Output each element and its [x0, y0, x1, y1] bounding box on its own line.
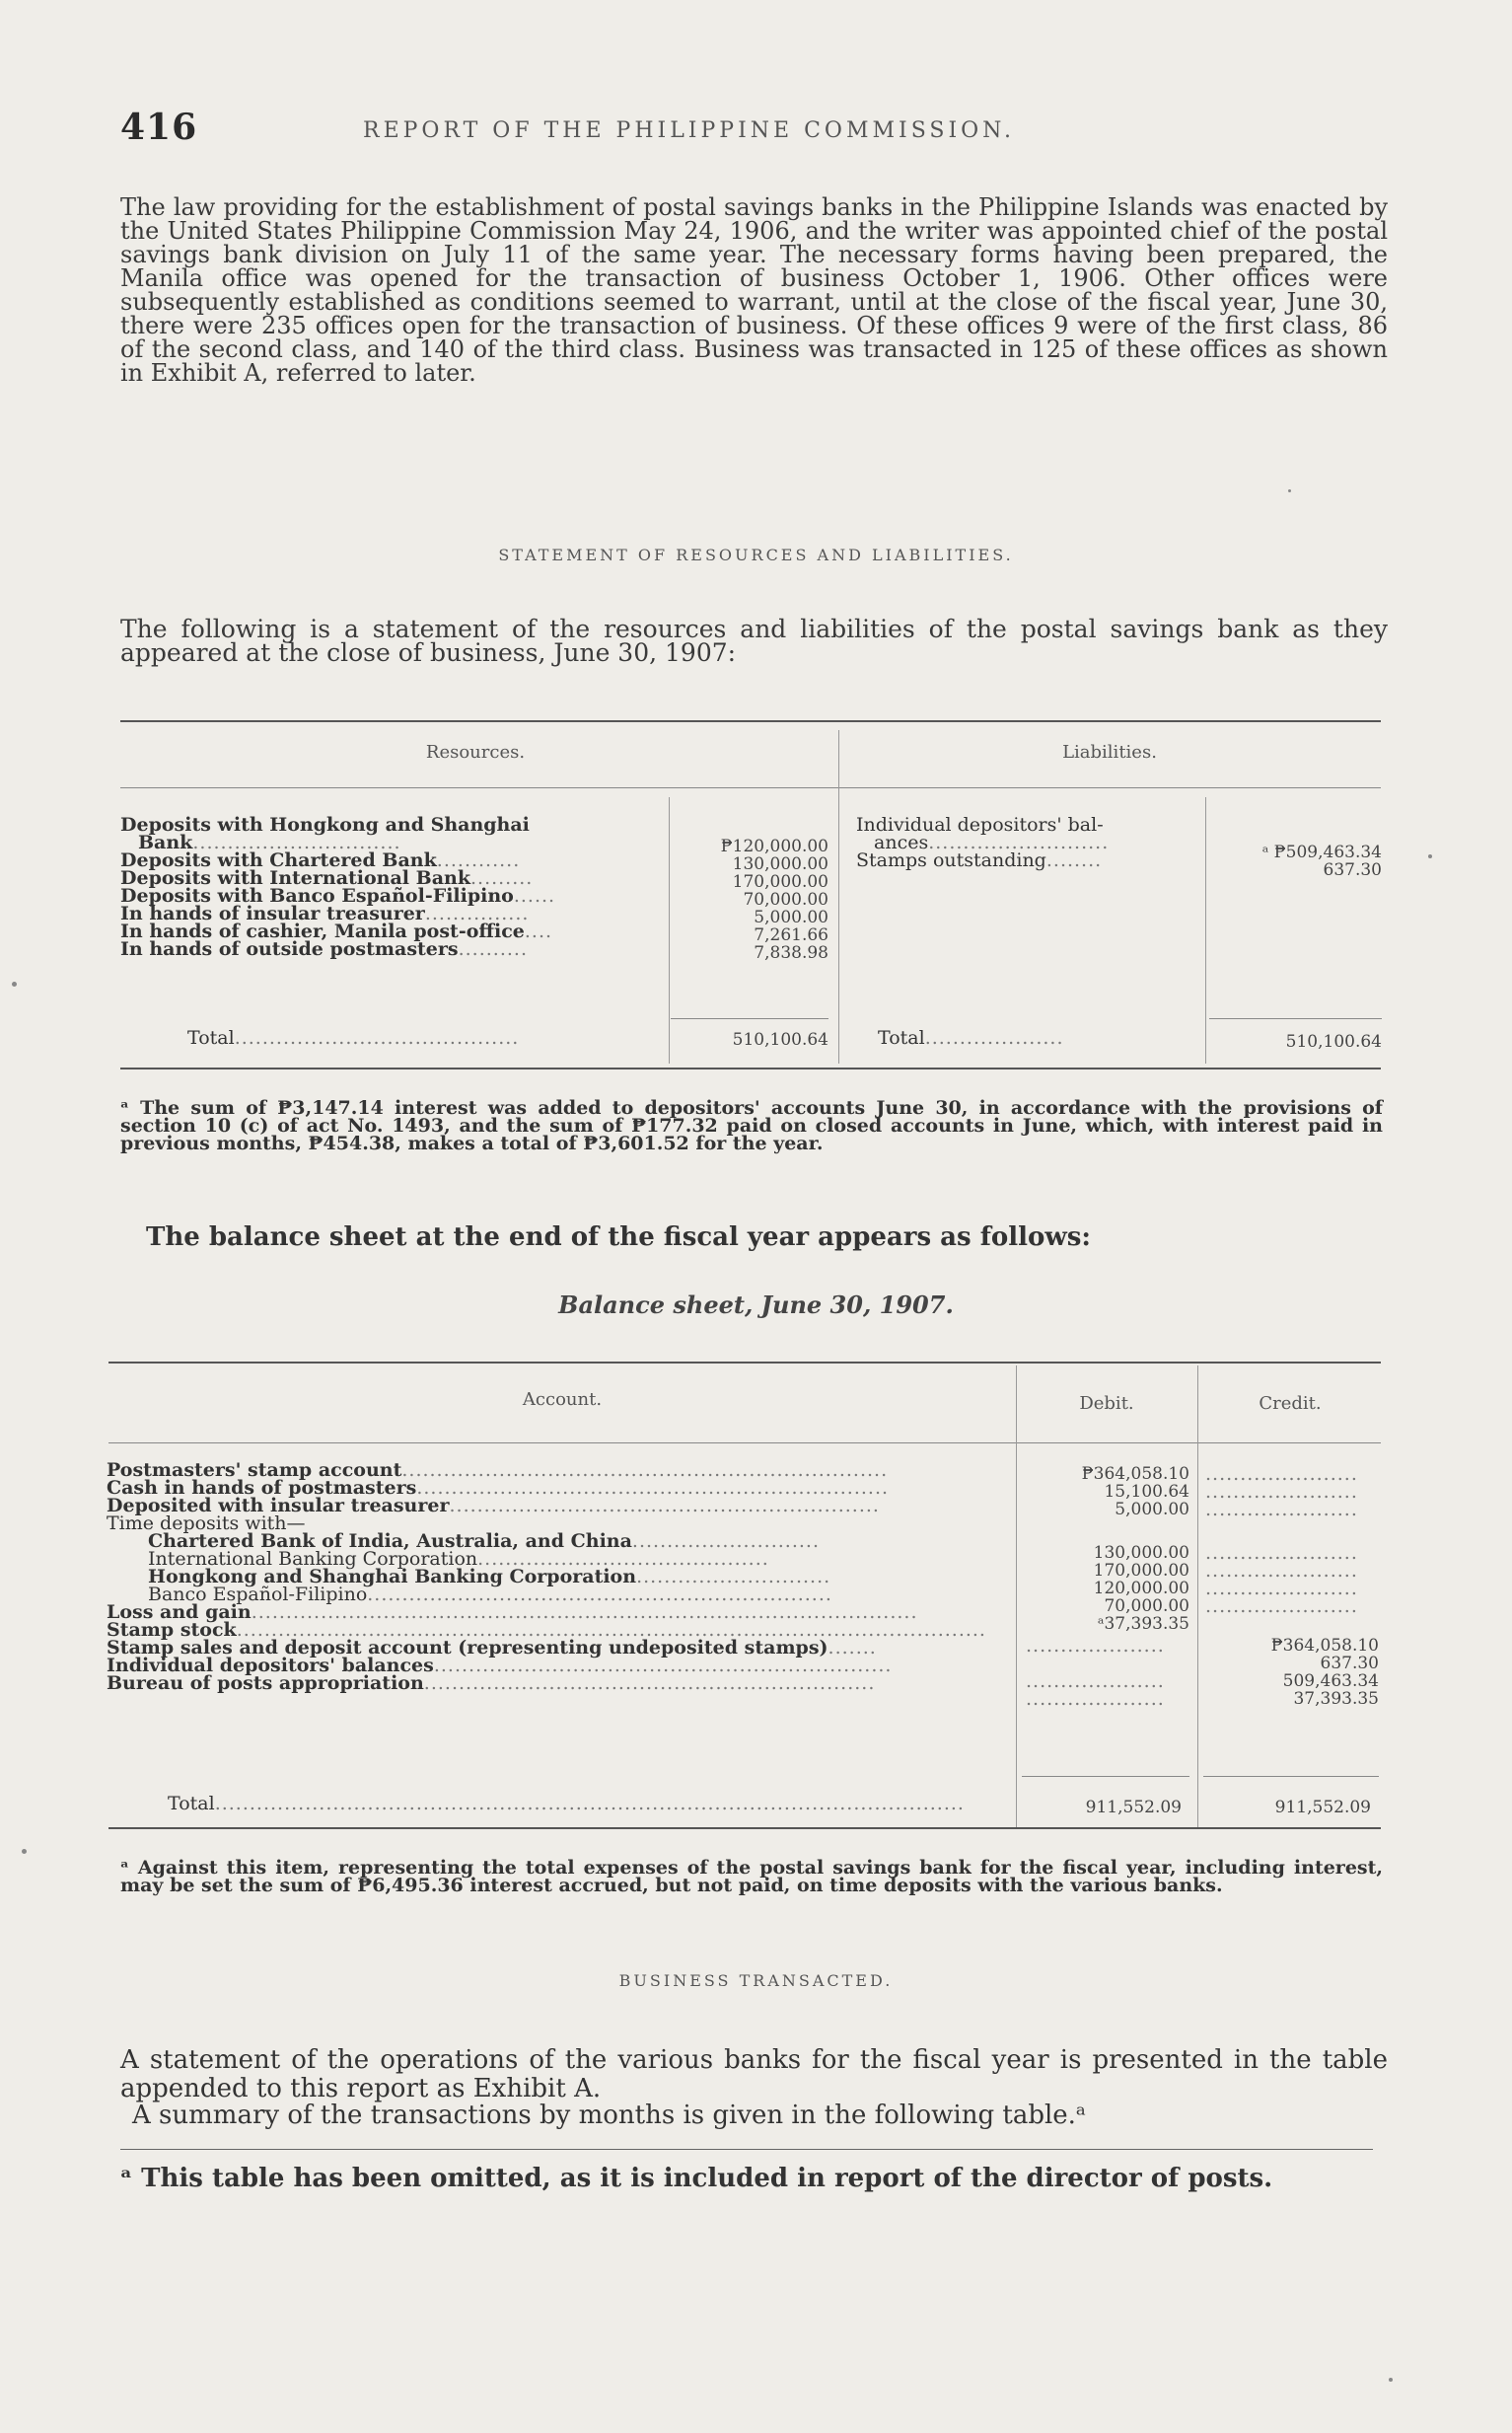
business-para-2: A summary of the transactions by months is given in the following table.ᵃ — [132, 2101, 1086, 2130]
resource-amount: 70,000.00 — [743, 890, 828, 910]
liabilities-total: 510,100.64 — [1285, 1032, 1382, 1052]
statement-heading: STATEMENT OF RESOURCES AND LIABILITIES. — [498, 546, 1014, 564]
credit-dots: ...................... — [1205, 1560, 1358, 1582]
balance-footnote: ᵃ Against this item, representing the total expenses of the postal savings bank for the fiscal year, including interest, may be set the sum of ₱6,495.36 interest accrued, but not paid, on time deposits with the various banks. — [120, 1857, 1383, 1896]
resource-amount: 170,000.00 — [732, 872, 828, 892]
table-top-rule — [120, 720, 1381, 722]
table-top-rule — [108, 1362, 1381, 1364]
total-rule — [671, 1018, 828, 1019]
resource-label: Deposits with Chartered Bank............ — [120, 849, 521, 871]
resources-header: Resources. — [425, 742, 526, 763]
balance-row-label: Chartered Bank of India, Australia, and China........................... — [148, 1530, 820, 1552]
liability-label: ances.......................... — [874, 832, 1110, 853]
resource-label: Deposits with International Bank......... — [120, 867, 534, 889]
credit-amount: ₱364,058.10 — [1270, 1636, 1379, 1656]
account-header: Account. — [522, 1389, 603, 1410]
table-bottom-rule — [108, 1827, 1381, 1829]
credit-amount: 637.30 — [1320, 1654, 1379, 1673]
debit-dots: .................... — [1026, 1670, 1165, 1692]
resource-label: Deposits with Banco Español-Filipino...... — [120, 885, 556, 907]
credit-dots: ...................... — [1205, 1542, 1358, 1564]
balance-row-label: Banco Español-Filipino................................................................... — [148, 1584, 832, 1605]
balance-total-label: Total............................................................................................................ — [168, 1793, 965, 1814]
total-rule — [1209, 1018, 1382, 1019]
debit-amount: 170,000.00 — [1093, 1561, 1189, 1581]
resource-label: In hands of insular treasurer............... — [120, 903, 530, 924]
credit-dots: ...................... — [1205, 1499, 1358, 1520]
total-rule — [1022, 1776, 1189, 1777]
resources-footnote: ᵃ The sum of ₱3,147.14 interest was added to depositors' accounts June 30, in accordance with the provisions of section 10 (c) of act No. 1493, and the sum of ₱177.32 paid on closed accounts in June, which, with interest paid in previous months, ₱454.38, makes a total of ₱3,601.52 for the year. — [120, 1097, 1383, 1154]
scan-speck — [1288, 489, 1291, 492]
resource-label: In hands of cashier, Manila post-office.... — [120, 921, 553, 942]
debit-amount: 130,000.00 — [1093, 1543, 1189, 1563]
balance-row-label: Loss and gain................................................................................................ — [107, 1601, 918, 1623]
running-head: REPORT OF THE PHILIPPINE COMMISSION. — [363, 118, 1016, 143]
credit-header: Credit. — [1259, 1393, 1322, 1414]
resource-label: In hands of outside postmasters.......... — [120, 938, 528, 960]
col-divider — [1197, 1365, 1198, 1829]
page-header — [120, 107, 1393, 146]
liability-label: Individual depositors' bal- — [856, 814, 1104, 836]
resource-label: Deposits with Hongkong and Shanghai — [120, 814, 530, 836]
resource-amount: 5,000.00 — [754, 908, 828, 927]
liabilities-total-label: Total.................... — [878, 1027, 1064, 1049]
balance-caption: Balance sheet, June 30, 1907. — [558, 1290, 954, 1319]
debit-dots: .................... — [1026, 1688, 1165, 1710]
liability-amount: ᵃ ₱509,463.34 — [1261, 843, 1382, 862]
debit-amount: ᵃ37,393.35 — [1097, 1614, 1189, 1634]
balance-row-label: Postmasters' stamp account...................................................................... — [107, 1459, 889, 1481]
closing-footnote: ᵃ This table has been omitted, as it is included in report of the director of posts. — [120, 2164, 1273, 2193]
scan-speck — [1389, 2378, 1393, 2382]
resource-amount: ₱120,000.00 — [720, 837, 828, 856]
total-credit: 911,552.09 — [1274, 1798, 1371, 1817]
resource-amount: 7,261.66 — [754, 925, 828, 945]
credit-amount: 37,393.35 — [1293, 1689, 1379, 1709]
section-divider — [838, 730, 839, 1064]
balance-intro: The balance sheet at the end of the fiscal year appears as follows: — [146, 1222, 1091, 1252]
balance-row-label: Bureau of posts appropriation................................................................. — [107, 1672, 876, 1694]
footnote-rule — [120, 2149, 1373, 2150]
debit-dots: .................... — [1026, 1635, 1165, 1657]
debit-amount: ₱364,058.10 — [1081, 1464, 1189, 1484]
liability-amount: 637.30 — [1323, 860, 1382, 880]
resources-total-label: Total......................................... — [187, 1027, 520, 1049]
debit-amount: 5,000.00 — [1115, 1500, 1189, 1519]
table-bottom-rule — [120, 1068, 1381, 1069]
resource-amount: 130,000.00 — [732, 854, 828, 874]
resource-label: Bank.............................. — [138, 832, 401, 853]
debit-amount: 70,000.00 — [1104, 1596, 1189, 1616]
balance-row-label: Time deposits with— — [107, 1512, 306, 1534]
credit-dots: ...................... — [1205, 1481, 1358, 1503]
resource-amount: 7,838.98 — [754, 943, 828, 963]
balance-row-label: Stamp stock............................................................................................................ — [107, 1619, 986, 1641]
scan-speck — [1428, 854, 1432, 858]
page-number: 416 — [120, 107, 198, 148]
credit-dots: ...................... — [1205, 1595, 1358, 1617]
total-debit: 911,552.09 — [1085, 1798, 1182, 1817]
col-divider — [1205, 797, 1206, 1064]
balance-row-label: Cash in hands of postmasters.................................................................... — [107, 1477, 890, 1499]
credit-dots: ...................... — [1205, 1578, 1358, 1599]
credit-amount: 509,463.34 — [1282, 1671, 1379, 1691]
credit-dots: ...................... — [1205, 1463, 1358, 1485]
col-divider — [1016, 1365, 1017, 1829]
balance-row-label: Hongkong and Shanghai Banking Corporation............................ — [148, 1566, 831, 1587]
debit-header: Debit. — [1079, 1393, 1134, 1414]
business-heading: BUSINESS TRANSACTED. — [618, 1971, 894, 1990]
balance-row-label: Stamp sales and deposit account (representing undeposited stamps)....... — [107, 1637, 877, 1659]
liabilities-header: Liabilities. — [1062, 742, 1157, 763]
debit-amount: 120,000.00 — [1093, 1579, 1189, 1598]
intro-paragraph: The law providing for the establishment of postal savings banks in the Philippine Islands was enacted by the United States Philippine Commission May 24, 1906, and the writer was appointed chief of the postal savings bank division on July 11 of the same year. The necessary forms having been prepared, the Manila office was opened for the transaction of business October 1, 1906. Other offices were subsequently established as conditions seemed to warrant, until at the close of the fiscal year, June 30, there were 235 offices open for the transaction of business. Of these offices 9 were of the first class, 86 of the second class, and 140 of the third class. Business was transacted in 125 of these offices as shown in Exhibit A, referred to later. — [120, 193, 1388, 387]
scan-speck — [22, 1849, 27, 1854]
liability-label: Stamps outstanding........ — [856, 849, 1103, 871]
total-rule — [1203, 1776, 1379, 1777]
balance-row-label: Individual depositors' balances.................................................................. — [107, 1655, 893, 1676]
header-rule — [108, 1442, 1381, 1443]
business-para-1: A statement of the operations of the various banks for the fiscal year is presented in the table appended to this report as Exhibit A. — [120, 2045, 1388, 2103]
debit-amount: 15,100.64 — [1104, 1482, 1189, 1502]
resources-total: 510,100.64 — [732, 1030, 828, 1050]
header-rule — [120, 787, 1381, 788]
balance-row-label: Deposited with insular treasurer.............................................................. — [107, 1495, 880, 1516]
scan-speck — [12, 982, 17, 987]
balance-row-label: International Banking Corporation.......................................... — [148, 1548, 769, 1570]
col-divider — [669, 797, 670, 1064]
statement-intro: The following is a statement of the resources and liabilities of the postal savings bank as they appeared at the close of business, June 30, 1907: — [120, 615, 1388, 667]
